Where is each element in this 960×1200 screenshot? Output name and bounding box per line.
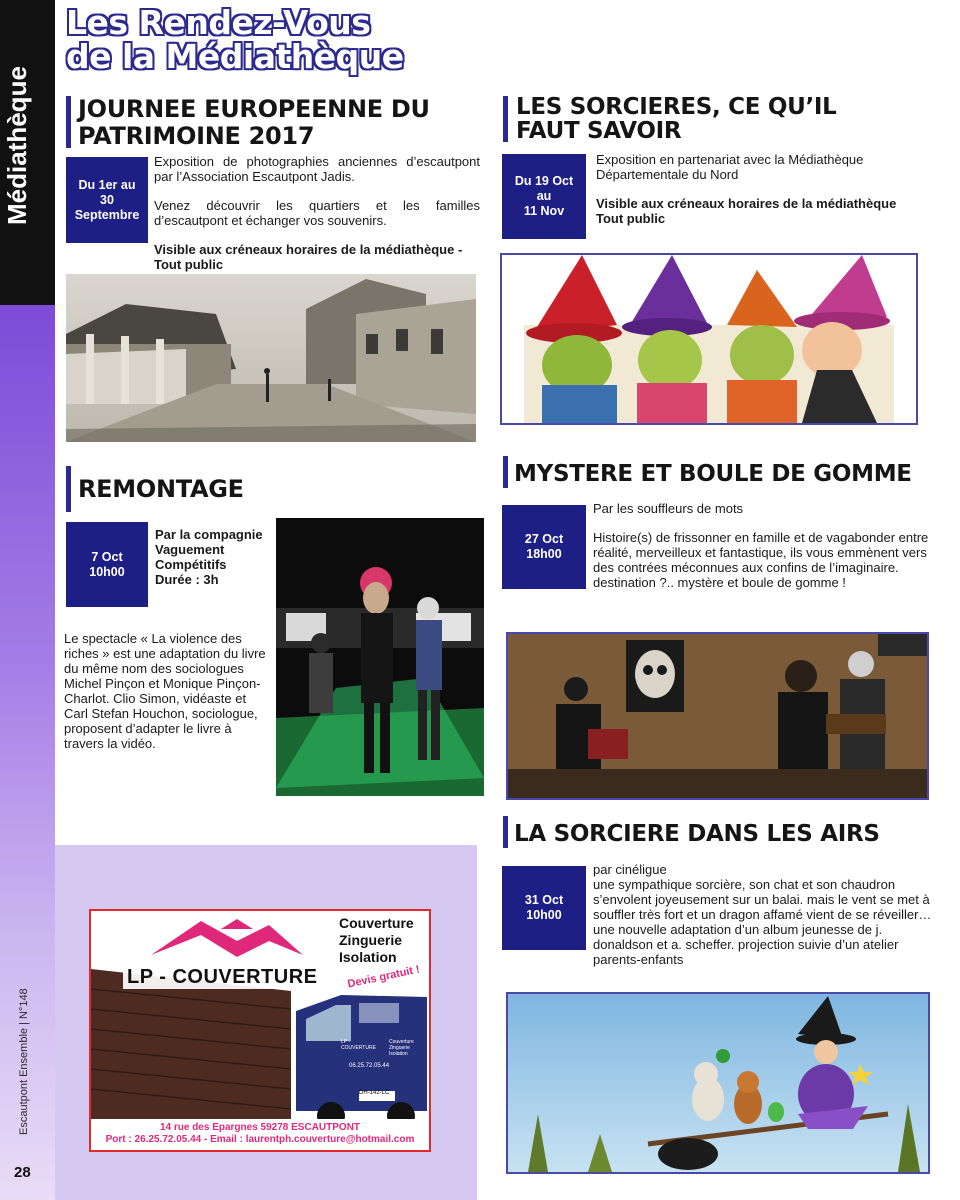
section-bar xyxy=(503,816,508,848)
date-line: 10h00 xyxy=(89,564,125,579)
date-line: au xyxy=(536,189,552,203)
ad-services xyxy=(339,915,414,966)
ad-van-plate: DH-142-LC xyxy=(359,1090,390,1096)
page-title xyxy=(66,3,404,76)
photo-old-street xyxy=(66,274,476,442)
event-title-remontage: REMONTAGE xyxy=(78,475,244,503)
event-title-line: PATRIMOINE 2017 xyxy=(78,122,315,150)
date-line: Du 19 Oct xyxy=(514,174,574,188)
ad-logo-text: LP - COUVERTURE xyxy=(127,966,318,988)
section-bar xyxy=(503,456,508,488)
ad-van-logo-text: LP - COUVERTURE xyxy=(341,1039,376,1051)
event-description-mystere xyxy=(593,501,938,590)
performer-line: par cinéligue xyxy=(593,862,667,877)
page-number: 28 xyxy=(14,1164,31,1181)
advertisement-lp-couverture xyxy=(89,909,431,1152)
description-paragraph: Exposition en partenariat avec la Médiathèque Départementale du Nord xyxy=(596,152,864,182)
date-line: 27 Oct xyxy=(524,532,564,546)
description-paragraph: Histoire(s) de frissonner en famille et de vagabonder entre réalité, merveilleux et fantastique, ils vous emmènent vers des contrées méconnues aux confins de l’imaginaire. destination ?.. mystère et boule de gomme ! xyxy=(593,530,929,590)
date-badge-sorciere-airs xyxy=(502,866,586,950)
duration-line: Durée : 3h xyxy=(155,572,219,587)
date-badge-mystere xyxy=(502,505,586,589)
visibility-note: Visible aux créneaux horaires de la médiathèque - Tout public xyxy=(154,242,463,272)
event-title-line: LES SORCIERES, CE QU’IL xyxy=(516,94,837,120)
date-line: Du 1er au xyxy=(78,177,136,192)
ad-van-services: Couverture Zinguerie Isolation xyxy=(389,1039,414,1057)
ad-van-phone: 06.25.72.05.44 xyxy=(349,1063,390,1069)
company-line: Par la compagnie Vaguement Compétitifs xyxy=(155,527,263,572)
performer-line: Par les souffleurs de mots xyxy=(593,501,744,516)
side-section-title: Médiathèque xyxy=(2,66,32,225)
date-line: 18h00 xyxy=(526,547,562,561)
event-title-mystere: MYSTERE ET BOULE DE GOMME xyxy=(514,461,912,487)
event-title-sorciere-airs: LA SORCIERE DANS LES AIRS xyxy=(514,821,880,847)
event-title-patrimoine xyxy=(78,96,430,150)
section-bar xyxy=(503,96,508,142)
date-line: 7 Oct xyxy=(91,549,123,564)
event-title-line: JOURNEE EUROPEENNE DU xyxy=(78,95,430,123)
visibility-note: Visible aux créneaux horaires de la médiathèque xyxy=(596,196,897,211)
date-line: Septembre xyxy=(74,207,140,222)
date-line: 30 xyxy=(100,192,114,207)
date-line: 31 Oct xyxy=(524,893,564,907)
page-title-line1: Les Rendez-Vous xyxy=(66,3,371,42)
event-description-remontage: Le spectacle « La violence des riches » est une adaptation du livre du même nom des sociologues Michel Pinçon et Monique Pinçon-Charlot. Clio Simon, vidéaste et Carl Stefan Houchon, sociologue, proposent d’adapter le livre à travers la vidéo. xyxy=(64,631,266,751)
date-badge-patrimoine xyxy=(66,157,148,243)
photo-stage-remontage xyxy=(276,518,484,796)
audience-note: Tout public xyxy=(596,211,666,226)
section-bar xyxy=(66,96,71,148)
event-description-sorciere-airs xyxy=(593,862,943,967)
date-line: 11 Nov xyxy=(523,204,565,218)
date-line: 10h00 xyxy=(526,908,562,922)
description-paragraph: Venez découvrir les quartiers et les familles d’escautpont et échanger vos souvenirs. xyxy=(154,198,480,228)
date-badge-remontage xyxy=(66,522,148,607)
description-paragraph: Exposition de photographies anciennes d’escautpont par l’Association Escautpont Jadis. xyxy=(154,154,480,184)
event-title-sorcieres xyxy=(516,95,837,143)
event-description-patrimoine xyxy=(154,154,480,272)
photo-musicians-mystere xyxy=(506,632,929,800)
ad-service-item: Couverture xyxy=(339,915,414,931)
ad-contact: Port : 26.25.72.05.44 - Email : laurentph.couverture@hotmail.com xyxy=(105,1134,415,1145)
event-title-line: FAUT SAVOIR xyxy=(516,118,682,144)
event-description-sorcieres xyxy=(596,152,926,226)
company-credit-remontage xyxy=(155,527,273,587)
ad-service-item: Isolation xyxy=(339,949,397,965)
illustration-flying-witch xyxy=(506,992,930,1174)
ad-free-quote-badge: Devis gratuit ! xyxy=(346,963,421,991)
page-title-line2: de la Médiathèque xyxy=(66,37,404,76)
date-badge-sorcieres xyxy=(502,154,586,239)
description-paragraph: une sympathique sorcière, son chat et son chaudron s’envolent joyeusement sur un balai. mais le vent se met à souffler très fort et un dragon affamé vient de se réveiller… xyxy=(593,877,932,922)
section-bar xyxy=(66,466,71,512)
ad-address: 14 rue des Epargnes 59278 ESCAUTPONT xyxy=(159,1122,361,1133)
description-paragraph: une nouvelle adaptation d’un album jeunesse de j. donaldson et a. scheffer. projection suivie d’un atelier parents-enfants xyxy=(593,922,899,967)
illustration-witches xyxy=(500,253,918,425)
side-issue-label: Escautpont Ensemble | N°148 xyxy=(18,988,30,1135)
ad-footer xyxy=(91,1122,429,1146)
ad-service-item: Zinguerie xyxy=(339,932,403,948)
